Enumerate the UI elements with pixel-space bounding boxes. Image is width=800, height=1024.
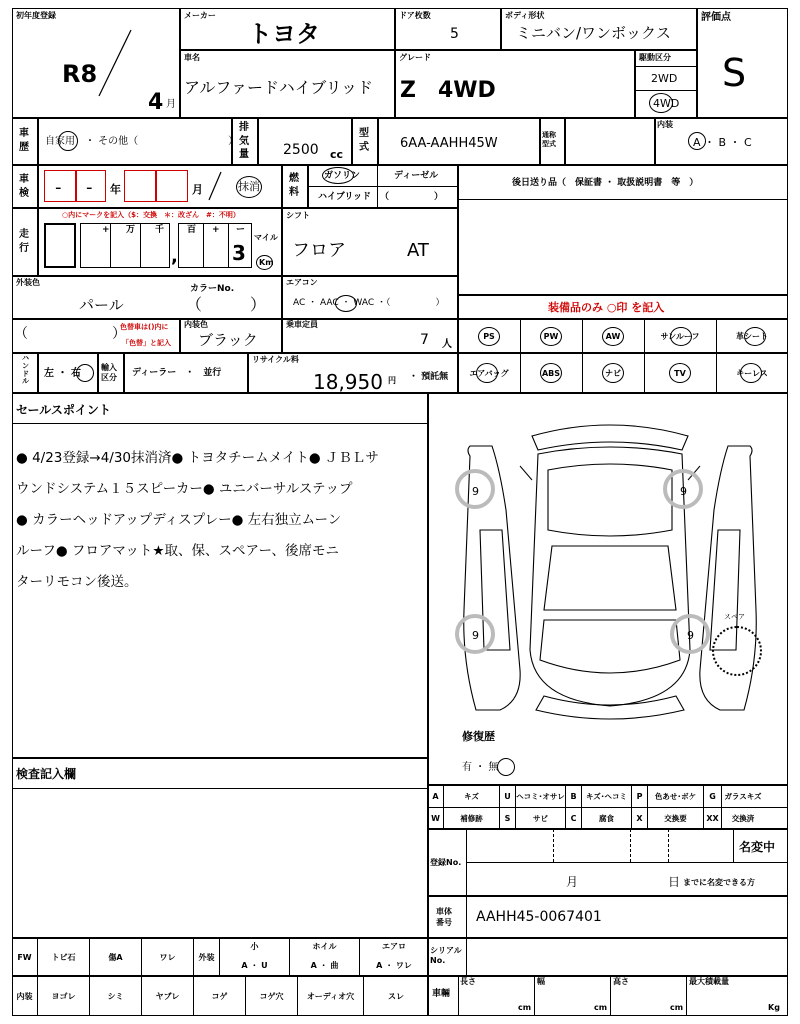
legend-description: サビ — [516, 807, 566, 829]
drive-4wd: 4WD — [653, 97, 680, 110]
import-label: 輸入 区分 — [101, 363, 117, 383]
height-unit: cm — [670, 1003, 684, 1012]
history-label: 車 歴 — [19, 128, 29, 153]
aero-damage-value: A ・ ワレ — [376, 960, 412, 970]
chassis-value: AAHH45-0067401 — [476, 909, 602, 925]
drive-label: 駆動区分 — [639, 53, 671, 62]
equip-sunroof-circle — [670, 327, 692, 346]
mileage-unit-miles: マイル — [254, 233, 278, 242]
mileage-unit-1k: 千 — [155, 225, 165, 235]
fuel-divider-v — [377, 165, 378, 208]
first-registration-month: 4 — [148, 90, 164, 115]
chassis-label-divider — [466, 896, 467, 938]
fuel-label: 燃 料 — [289, 173, 299, 198]
fuel-diesel: ディーゼル — [394, 171, 439, 181]
equip-abs: ABS — [541, 368, 561, 378]
height-label: 高さ — [613, 977, 629, 986]
inspection-label: 車 検 — [19, 174, 29, 199]
grade-label: グレード — [399, 53, 431, 62]
interior-damage-item: ヨゴレ — [38, 976, 90, 1016]
equip-airbag: エアバッグ — [469, 368, 509, 378]
equip-tv: TV — [674, 368, 686, 378]
ac-aac-circle — [335, 295, 357, 312]
inspection-month-suffix: 月 — [192, 183, 203, 196]
recycle-yen: 円 — [388, 376, 396, 385]
legend-code: XX — [704, 807, 722, 829]
equip-aw-circle — [602, 327, 624, 346]
legend-code: W — [428, 807, 444, 829]
equip-leather: 革シート — [736, 331, 768, 341]
inspection-notes-box — [12, 758, 428, 938]
small-damage-value: A ・ U — [220, 954, 290, 976]
drive-2wd: 2WD — [651, 72, 678, 85]
deregistered-circle — [236, 176, 262, 198]
inspection-digit-4 — [156, 170, 188, 202]
body-type-label: ボディ形状 — [505, 11, 545, 20]
legend-description: 交換済 — [731, 813, 755, 823]
registration-slash — [95, 28, 135, 98]
drive-4wd-circle — [649, 93, 673, 113]
doors-value: 5 — [450, 26, 459, 42]
shift-label: シフト — [286, 211, 310, 220]
ac-label: エアコン — [286, 278, 318, 287]
spare-tire — [712, 626, 762, 676]
documents-header: 後日送り品（ 保証書 ・ 取扱説明書 等 ） — [512, 178, 699, 188]
capacity-unit: 人 — [442, 339, 452, 350]
wheel-damage-label: ホイル — [290, 938, 360, 954]
chassis-label: 車体 番号 — [436, 907, 452, 928]
weight-unit: Kg — [768, 1003, 780, 1012]
inspection-year-suffix: 年 — [110, 183, 121, 196]
common-model-label: 通称 型式 — [542, 131, 556, 149]
fw-label: FW — [12, 938, 38, 976]
shift-value: フロア — [292, 240, 346, 261]
recycle-label: リサイクル料 — [252, 355, 299, 364]
model-label: 型 式 — [359, 128, 369, 153]
first-registration-label: 初年度登録 — [16, 11, 56, 20]
capacity-value: 7 — [420, 332, 429, 348]
interior-color-label: 内装色 — [184, 320, 208, 329]
legend-description: 腐食 — [582, 807, 632, 829]
wheel-damage-value: A ・ 曲 — [290, 954, 360, 976]
mileage-last-digit: 3 — [232, 241, 246, 265]
exterior-color-label: 外装色 — [16, 278, 40, 287]
serial-box — [428, 938, 788, 976]
interior-damage-item: コゲ穴 — [246, 976, 298, 1016]
exterior-color-value: パール — [79, 296, 124, 314]
score-label: 評価点 — [701, 12, 731, 23]
handle-right-circle — [76, 364, 94, 382]
vehicle-size-box — [428, 976, 788, 1016]
legend-description: キズ･ヘコミ — [582, 785, 632, 807]
color-change-note-1: 色替車は()内に — [120, 323, 169, 331]
legend-description: ガラスキズ — [724, 791, 762, 801]
fuel-other: （ ） — [380, 192, 444, 202]
size-label-divider — [458, 976, 459, 1016]
legend-code: G — [704, 785, 722, 807]
mileage-plus-2: + — [212, 225, 220, 235]
interior-damage-item: スレ — [388, 991, 404, 1001]
sales-point-text — [16, 443, 424, 598]
registration-mid-divider — [466, 862, 788, 863]
tire-front-left-tread: 9 — [472, 485, 479, 498]
interior-grade-label: 内装 — [657, 120, 673, 129]
color-no-value: （ ） — [186, 295, 267, 314]
mileage-mark-note: ○内にマークを記入（$：交換 ＊：改ざん #：不明） — [62, 211, 240, 219]
mileage-plus-1: + — [102, 225, 110, 235]
legend-description: 色あせ･ボケ — [648, 785, 704, 807]
repair-history-label: 修復歴 — [462, 730, 495, 743]
ac-options: AC ・ AAC ・ WAC ・（ ） — [293, 298, 445, 308]
tire-rear-right-tread: 9 — [687, 629, 694, 642]
legend-description: 補修跡 — [444, 807, 500, 829]
fw-item: トビ石 — [38, 938, 90, 976]
legend-code: X — [632, 807, 648, 829]
inspection-slash — [205, 170, 225, 202]
size-label: 車輛 — [432, 989, 451, 999]
width-unit: cm — [594, 1003, 608, 1012]
legend-code: A — [428, 785, 444, 807]
size-sep-2 — [610, 976, 611, 1016]
registration-day: 日 — [668, 875, 681, 889]
size-sep-3 — [686, 976, 687, 1016]
displacement-value: 2500 — [283, 142, 319, 158]
exterior-damage-label: 外装 — [194, 938, 220, 976]
registration-cell-sep-2 — [630, 829, 631, 862]
mileage-digit-sep-1 — [110, 223, 111, 268]
equip-keyless-circle — [740, 363, 762, 383]
name-change-label: 名変中 — [739, 840, 776, 854]
score-value: S — [722, 51, 747, 95]
repair-history-none-circle — [497, 758, 515, 776]
registration-cell-sep-3 — [668, 829, 669, 862]
serial-label-divider — [466, 938, 467, 976]
common-model-box — [565, 118, 655, 165]
interior-damage-label: 内装 — [12, 976, 38, 1016]
equip-aw: AW — [605, 331, 621, 341]
equip-abs-circle — [540, 363, 562, 383]
inspection-notes-divider — [12, 788, 428, 789]
inspection-digit-2: - — [76, 170, 106, 202]
interior-damage-item: ヤブレ — [142, 976, 194, 1016]
equip-navi-circle — [602, 363, 624, 383]
equip-sunroof: サンルーフ — [660, 331, 700, 341]
fuel-gasoline-circle — [322, 167, 354, 184]
interior-damage-item: オーディオ穴 — [298, 976, 364, 1016]
inspection-notes-title: 検査記入欄 — [16, 767, 77, 781]
inspection-digit-1: - — [44, 170, 76, 202]
sales-line-4: ルーフ● フロアマット★取、保、スペアー、後席モニ — [16, 543, 340, 559]
mileage-unit-10k: 万 — [126, 225, 136, 235]
mileage-unit-1: ー — [236, 225, 246, 235]
mileage-km-circle — [256, 255, 273, 270]
repair-history-value: 有 ・ 無 — [462, 762, 499, 773]
first-registration-era: R8 — [62, 60, 98, 88]
car-diagram — [440, 410, 780, 743]
size-sep-1 — [534, 976, 535, 1016]
mileage-digit-sep-2 — [140, 223, 141, 268]
weight-label: 最大積載量 — [689, 977, 729, 986]
mileage-unit-100: 百 — [187, 225, 197, 235]
transmission-value: AT — [407, 240, 429, 261]
length-unit: cm — [518, 1003, 532, 1012]
sales-point-title: セールスポイント — [16, 403, 111, 417]
mileage-comma: , — [171, 246, 178, 267]
equip-pw-circle — [540, 327, 562, 346]
capacity-label: 乗車定員 — [286, 320, 318, 329]
registration-deadline: までに名変できる方 — [683, 878, 755, 887]
first-registration-month-suffix: 月 — [166, 99, 176, 110]
grade-value: Z 4WD — [400, 78, 496, 103]
sales-line-1: ● 4/23登録→4/30抹消済● トヨタチームメイト● ＪＢＬサ — [16, 450, 379, 466]
legend-code: B — [566, 785, 582, 807]
car-name-label: 車名 — [184, 53, 200, 62]
legend-description: キズ — [444, 785, 500, 807]
fw-item: 傷A — [90, 938, 142, 976]
sales-point-divider — [12, 423, 428, 424]
legend-code: C — [566, 807, 582, 829]
inspection-deregistered: 抹消 — [238, 180, 260, 193]
legend-description: ヘコミ･オサレ — [516, 785, 566, 807]
registration-cell-sep-4 — [733, 829, 734, 862]
sales-line-5: ターリモコン後送。 — [16, 574, 138, 590]
maker-value: トヨタ — [248, 20, 320, 48]
documents-divider — [458, 199, 788, 200]
width-label: 幅 — [537, 977, 545, 986]
registration-no-label: 登録No. — [430, 858, 462, 867]
model-value: 6AA-AAHH45W — [400, 136, 498, 151]
handle-label: ハ ン ド ル — [22, 354, 29, 386]
equipment-note: 装備品のみ ○印 を記入 — [548, 301, 665, 314]
mileage-digit-1 — [44, 223, 76, 268]
equip-keyless: キーレス — [736, 368, 768, 378]
tire-rear-left-tread: 9 — [472, 629, 479, 642]
recycle-deposit: ・ 預託無 — [409, 372, 449, 382]
equip-pw: PW — [543, 331, 559, 341]
equip-airbag-circle — [476, 363, 498, 383]
interior-grade-value: A ・ B ・ C — [693, 136, 752, 149]
fuel-gasoline: ガソリン — [324, 171, 361, 181]
sales-line-3: ● カラーヘッドアップディスプレー● 左右独立ムーン — [16, 512, 342, 528]
equip-tv-circle — [669, 363, 691, 383]
history-private-circle — [58, 131, 78, 151]
displacement-label: 排 気 量 — [239, 122, 249, 160]
spare-label: スペア — [724, 613, 745, 621]
length-label: 長さ — [460, 977, 476, 986]
sales-line-2: ウンドシステム１５スピーカー● ユニバーサルステップ — [16, 481, 353, 497]
body-type-value: ミニバン/ワンボックス — [516, 24, 671, 42]
small-damage-label: 小 — [220, 938, 290, 954]
legend-code: U — [500, 785, 516, 807]
color-change-note-2: 「色替」と記入 — [122, 339, 171, 347]
aero-damage-label: エアロ — [382, 941, 406, 951]
interior-color-value: ブラック — [198, 331, 258, 349]
color-change-paren: （ ） — [14, 326, 126, 342]
legend-code: S — [500, 807, 516, 829]
mileage-label: 走 行 — [19, 229, 29, 254]
fw-item: ワレ — [142, 938, 194, 976]
fuel-divider-h — [308, 186, 458, 187]
handle-value: 左 ・ 右 — [44, 368, 81, 379]
doors-label: ドア枚数 — [399, 11, 431, 20]
interior-damage-item: シミ — [90, 976, 142, 1016]
serial-label: シリアル No. — [430, 946, 462, 966]
equip-leather-circle — [744, 327, 766, 346]
drive-divider-1 — [635, 66, 697, 67]
history-value: 自家用 ・ その他（ ） — [45, 136, 239, 147]
mileage-unit-km: Km — [259, 258, 274, 267]
drive-divider-2 — [635, 90, 697, 91]
displacement-cc: cc — [330, 148, 344, 161]
car-name-value: アルファードハイブリッド — [184, 78, 373, 97]
interior-damage-item: コゲ — [194, 976, 246, 1016]
registration-month: 月 — [566, 875, 579, 889]
mileage-digit-sep-3 — [203, 223, 204, 268]
mileage-digit-sep-4 — [228, 223, 229, 268]
color-no-label: カラーNo. — [190, 284, 235, 294]
equip-navi: ナビ — [605, 368, 621, 378]
maker-label: メーカー — [184, 11, 216, 20]
equip-ps-circle — [478, 327, 500, 346]
import-value: ディーラー ・ 並行 — [132, 368, 222, 378]
inspection-digit-3 — [124, 170, 156, 202]
tire-front-right-tread: 9 — [680, 485, 687, 498]
recycle-value: 18,950 — [313, 370, 383, 394]
fuel-hybrid: ハイブリッド — [318, 192, 372, 202]
equip-ps: PS — [483, 331, 495, 341]
interior-grade-a-circle — [688, 132, 706, 150]
registration-cell-sep-1 — [553, 829, 554, 862]
legend-description: 交換要 — [648, 807, 704, 829]
legend-code: P — [632, 785, 648, 807]
